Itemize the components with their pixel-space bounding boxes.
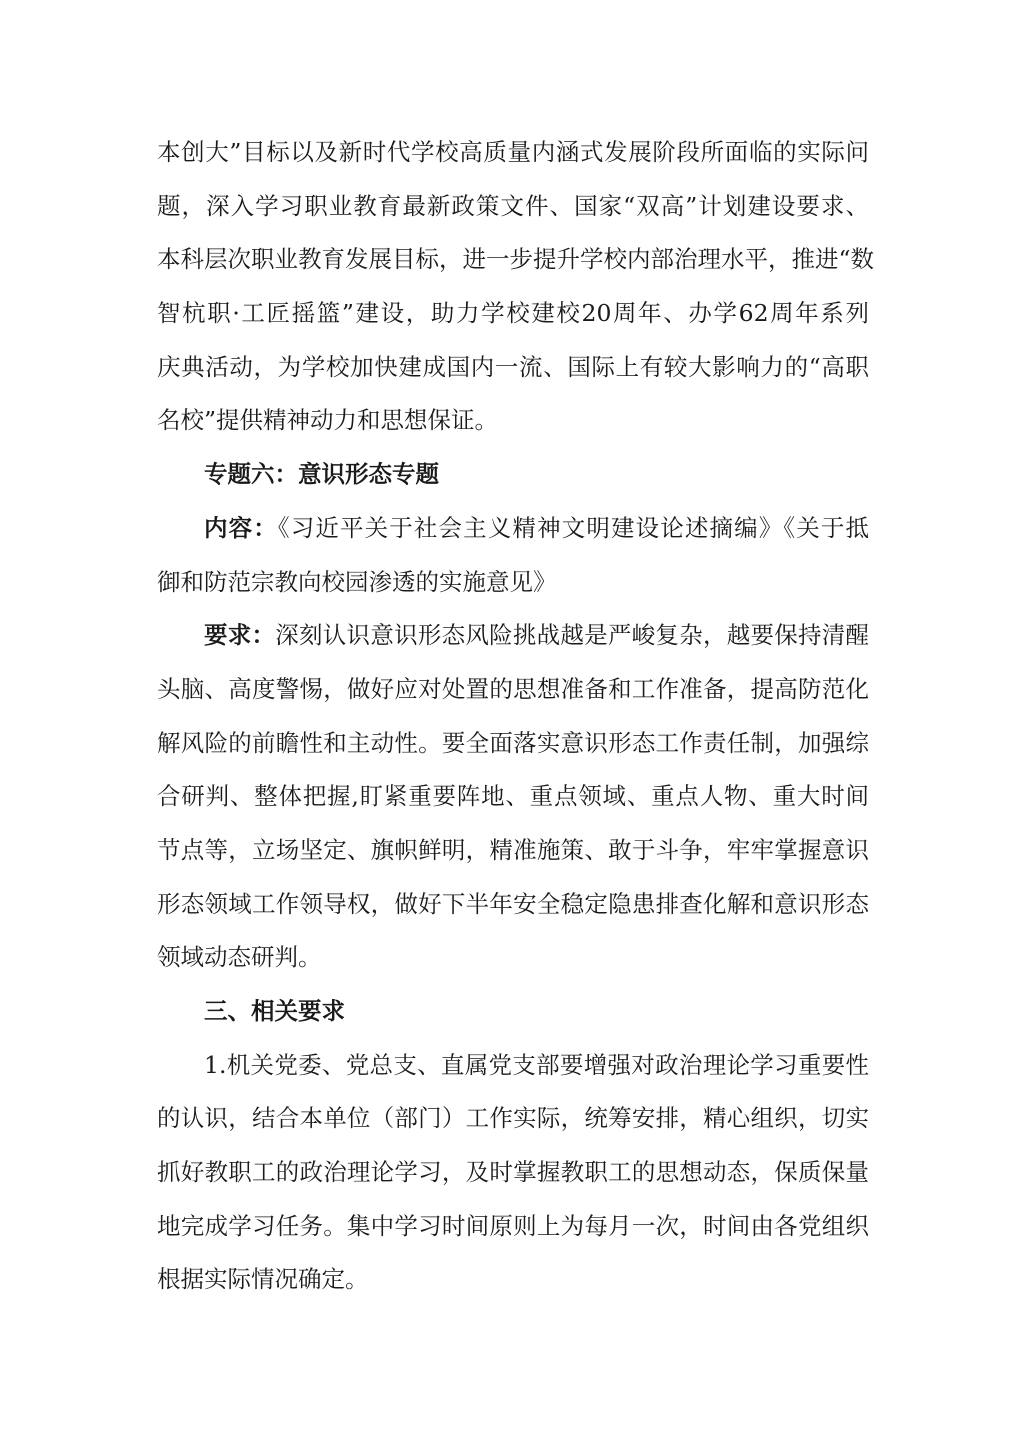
text-line: 题，深入学习职业教育最新政策文件、国家“双高”计划建设要求、: [157, 191, 869, 220]
requirement-label: 要求：: [204, 621, 276, 650]
topic-heading: 专题六：意识形态专题: [204, 460, 439, 489]
requirement-text: 深刻认识意识形态风险挑战越是严峻复杂，越要保持清醒: [275, 621, 870, 650]
text-line: 名校”提供精神动力和思想保证。: [157, 406, 499, 435]
text-line: 解风险的前瞻性和主动性。要全面落实意识形态工作责任制，加强综: [157, 728, 869, 757]
text-line: 地完成学习任务。集中学习时间原则上为每月一次，时间由各党组织: [157, 1211, 869, 1240]
text-line: 合研判、整体把握,盯紧重要阵地、重点领域、重点人物、重大时间: [157, 782, 869, 811]
text-line: 智杭职·工匠摇篮”建设，助力学校建校20周年、办学62周年系列: [157, 299, 869, 328]
section-heading: 三、相关要求: [204, 997, 345, 1025]
text-line: 庆典活动，为学校加快建成国内一流、国际上有较大影响力的“高职: [157, 352, 869, 381]
text-line: [157, 609, 869, 663]
item-paragraph: [157, 1039, 869, 1307]
text-line: 节点等，立场坚定、旗帜鲜明，精准施策、敢于斗争，牢牢掌握意识: [157, 835, 869, 864]
text-line: 的认识，结合本单位（部门）工作实际，统筹安排，精心组织，切实: [157, 1104, 869, 1133]
intro-paragraph: [157, 126, 875, 448]
text-line: 本创大”目标以及新时代学校高质量内涵式发展阶段所面临的实际问: [157, 138, 869, 166]
content-paragraph: [157, 502, 869, 609]
text-line: 形态领域工作领导权，做好下半年安全稳定隐患排查化解和意识形态: [157, 889, 869, 918]
content-label: 内容：: [204, 513, 278, 542]
text-line: 1.机关党委、党总支、直属党支部要增强对政治理论学习重要性: [204, 1050, 869, 1079]
text-line: [157, 502, 869, 556]
requirement-paragraph: [157, 609, 869, 985]
text-line: 本科层次职业教育发展目标，进一步提升学校内部治理水平，推进“数: [157, 245, 875, 274]
document-page: [157, 126, 875, 1307]
text-line: 御和防范宗教向校园渗透的实施意见》: [157, 567, 557, 596]
text-line: 领域动态研判。: [157, 943, 322, 972]
text-line: 抓好教职工的政治理论学习，及时掌握教职工的思想动态，保质保量: [157, 1158, 869, 1187]
text-line: 根据实际情况确定。: [157, 1265, 369, 1294]
text-line: 头脑、高度警惕，做好应对处置的思想准备和工作准备，提高防范化: [157, 674, 869, 703]
content-text: 《习近平关于社会主义精神文明建设论述摘编》《关于抵: [277, 513, 870, 542]
